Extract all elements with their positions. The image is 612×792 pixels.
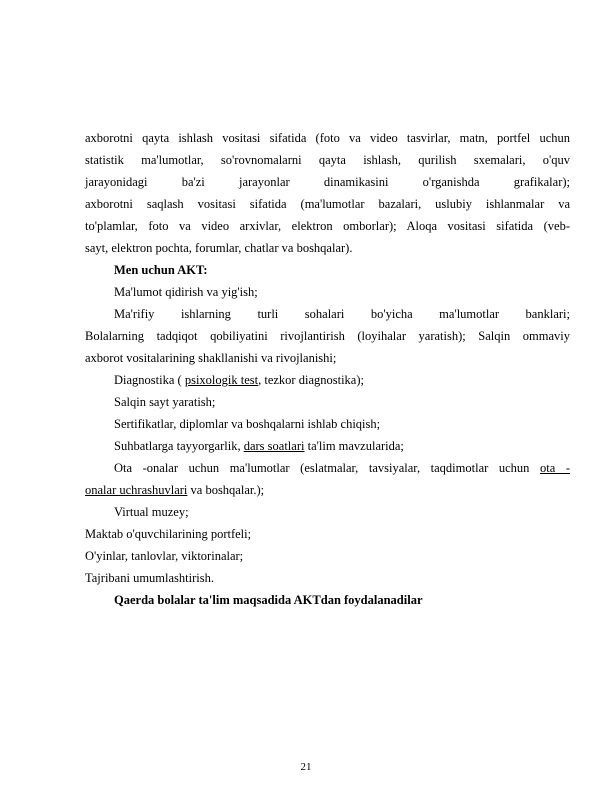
list-item-continuation: onalar uchrashuvlari va boshqalar.); bbox=[85, 483, 265, 497]
paragraph-line: jarayonidagi ba'zi jarayonlar dinamikasini o'rganishda grafikalar); bbox=[85, 175, 570, 189]
psixologik-test-link[interactable]: psixologik test bbox=[184, 373, 259, 387]
list-item: Ma'lumot qidirish va yig'ish; bbox=[114, 285, 258, 299]
list-item: Suhbatlarga tayyorgarlik, dars soatlari ta'lim mavzularida; bbox=[114, 439, 404, 453]
list-item: O'yinlar, tanlovlar, viktorinalar; bbox=[85, 549, 244, 563]
page-number: 21 bbox=[300, 761, 312, 773]
list-item: Diagnostika ( psixologik test, tezkor diagnostika); bbox=[114, 373, 364, 387]
section-heading: Qaerda bolalar ta'lim maqsadida AKTdan foydalanadilar bbox=[114, 593, 423, 607]
list-item: Maktab o'quvchilarining portfeli; bbox=[85, 527, 252, 541]
list-item: Tajribani umumlashtirish. bbox=[85, 571, 214, 585]
list-item-continuation: axborot vositalarining shakllanishi va rivojlanishi; bbox=[85, 351, 337, 365]
paragraph-line: sayt, elektron pochta, forumlar, chatlar va boshqalar). bbox=[85, 241, 353, 255]
list-item: Salqin sayt yaratish; bbox=[114, 395, 216, 409]
dars-soatlari-link[interactable]: dars soatlari bbox=[243, 439, 305, 453]
section-heading: Men uchun AKT: bbox=[114, 263, 208, 277]
paragraph-line: to'plamlar, foto va video arxivlar, elektron omborlar); Aloqa vositasi sifatida (veb- bbox=[85, 219, 570, 233]
list-item: Ota -onalar uchun ma'lumotlar (eslatmalar, tavsiyalar, taqdimotlar uchun ota - bbox=[114, 461, 570, 475]
list-item: Ma'rifiy ishlarning turli sohalari bo'yicha ma'lumotlar banklari; bbox=[114, 307, 570, 321]
list-item: Virtual muzey; bbox=[114, 505, 189, 519]
paragraph-line: axborotni qayta ishlash vositasi sifatida (foto va video tasvirlar, matn, portfel uchun bbox=[85, 131, 570, 145]
paragraph-line: statistik ma'lumotlar, so'rovnomalarni qayta ishlash, qurilish sxemalari, o'quv bbox=[85, 153, 570, 167]
list-item-continuation: Bolalarning tadqiqot qobiliyatini rivojlantirish (loyihalar yaratish); Salqin ommaviy bbox=[85, 329, 570, 343]
ota-onalar-link-part1[interactable]: ota - bbox=[539, 461, 570, 475]
list-item: Sertifikatlar, diplomlar va boshqalarni ishlab chiqish; bbox=[114, 417, 381, 431]
paragraph-line: axborotni saqlash vositasi sifatida (ma'lumotlar bazalari, uslubiy ishlanmalar va bbox=[85, 197, 570, 211]
ota-onalar-link-part2[interactable]: onalar uchrashuvlari bbox=[85, 483, 188, 497]
